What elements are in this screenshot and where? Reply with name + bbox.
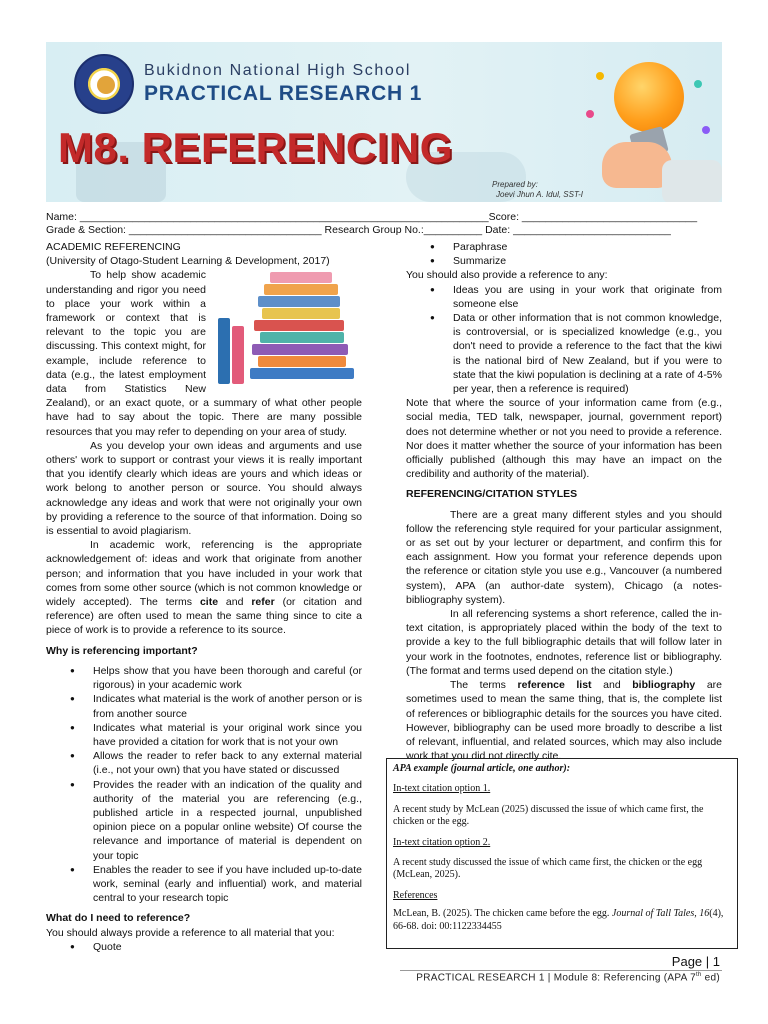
book-shape	[262, 308, 340, 319]
text-span: and	[591, 679, 633, 692]
paragraph	[46, 538, 362, 637]
subheading: What do I need to reference?	[46, 912, 191, 925]
footer-title: PRACTICAL RESEARCH 1 | Module 8: Referencing (APA 7	[416, 972, 696, 984]
subheading: REFERENCING/CITATION STYLES	[406, 488, 578, 501]
section-source: (University of Otago-Student Learning & Development, 2017)	[46, 255, 330, 268]
subheading: Why is referencing important?	[46, 644, 198, 657]
school-seal-logo	[74, 54, 134, 114]
book-shape	[258, 296, 340, 307]
paragraph: You should always provide a reference to all material that you:	[46, 926, 335, 939]
paragraph: In all referencing systems a short reference, called the in-text citation, is appropriately placed within the body of the text to provide a key to the full bibliographic details that will follow later in your work in the footnotes, endnotes, reference list or bibliography. (The format and terms used depend on the citation style.)	[406, 608, 722, 677]
footer-text	[416, 972, 720, 983]
left-column	[46, 240, 362, 954]
book-shape	[252, 344, 348, 355]
module-banner	[46, 42, 722, 202]
spark-icon	[586, 110, 594, 118]
info-line-grade	[46, 224, 722, 237]
bullet-list	[46, 664, 362, 905]
school-name: Bukidnon National High School	[144, 62, 411, 79]
text-span: (or citation and reference) are often used to mean the same thing since to cite a piece of work is to provide a reference to its source.	[46, 596, 363, 637]
reference-journal: Journal of Tall Tales, 16	[611, 908, 710, 920]
seal-emblem	[97, 76, 115, 94]
apa-reference-entry	[393, 908, 731, 933]
list-item: ● Enables the reader to see if you have included up-to-date work, seminal (early and influential) work, and material central to your research topic	[46, 863, 362, 906]
spark-icon	[694, 80, 702, 88]
paragraph	[406, 678, 722, 763]
apa-title: APA example (journal article, one author):	[393, 763, 571, 774]
text-span: In academic work, referencing is the appropriate acknowledgement of: ideas and work that originate from another person; and information that you have included in your work that comes from some other source (which is not common knowledge or widely accepted). The terms	[46, 539, 362, 609]
bullet-list	[406, 240, 722, 268]
subject-title: PRACTICAL RESEARCH 1	[144, 82, 423, 105]
list-item: ● Quote	[46, 940, 362, 954]
name-label: Name:	[46, 211, 77, 223]
spark-icon	[702, 126, 710, 134]
grade-label: Grade & Section:	[46, 224, 126, 236]
score-label: Score:	[488, 211, 519, 223]
name-field[interactable]: ______________________________________________________________________	[79, 211, 489, 223]
paragraph: There are a great many different styles and you should follow the referencing style required for your particular assignment, or as set out by your lecturer or department, and confirm this for each assignment. How you format your reference depends upon the reference or citation style you use e.g., Vancouver (a numbered system), APA (an author-date system), Chicago (a notes-bibliography system).	[406, 508, 722, 606]
list-item: ● Summarize	[406, 254, 722, 268]
term-cite: cite	[199, 596, 219, 609]
score-field[interactable]: ______________________________	[521, 211, 698, 223]
prepared-by-label: Prepared by:	[492, 180, 538, 189]
apa-references-label: References	[393, 889, 438, 901]
date-field[interactable]: ___________________________	[513, 224, 671, 236]
list-item: ● Paraphrase	[406, 240, 722, 254]
bullet-list	[406, 283, 722, 397]
footer-superscript: th	[695, 972, 702, 978]
books-stack-illustration	[212, 270, 362, 386]
paragraph: Note that where the source of your information came from (e.g., social media, TED talk, newspaper, journal, government report) does not determine whether or not you need to provide a reference. Nor does it matter whether the source of your information has been officially published (although this may have an impact on the credibility and authority of the material).	[406, 397, 722, 481]
text-span: are sometimes used to mean the same thing, that is, the complete list of references or bibliographic details for the sources you have cited. However, bibliography can be used more broadly to describe a list of relevant, influential, and related sources, which may also include work that you did not directly cite.	[406, 679, 723, 763]
group-label: Research Group No.:	[324, 224, 424, 236]
group-field[interactable]: __________	[423, 224, 483, 236]
footer-divider	[400, 970, 722, 971]
book-shape	[250, 368, 354, 379]
bullet-list	[46, 940, 362, 954]
book-shape	[218, 318, 230, 384]
footer-suffix: ed)	[701, 972, 720, 984]
grade-field[interactable]: _________________________________	[128, 224, 322, 236]
module-title: M8. REFERENCING	[58, 124, 453, 171]
right-column	[406, 240, 722, 763]
paragraph: To help show academic understanding and rigor you need to place your work within a framework or context that is relevant to the topic you are discussing. This context might, for example, include reference to data (e.g., the latest employment data from Statistics New Zealand), or an exact quote, or a summary of what other people have had to say about the topic. There are many possible resources that you may refer to depending on your area of study.	[46, 269, 362, 438]
text-span: The terms	[450, 679, 518, 692]
lightbulb-icon	[614, 62, 684, 132]
prepared-by-name: Joevi Jhun A. Idul, SST-I	[496, 190, 584, 199]
date-label: Date:	[485, 224, 511, 236]
apa-option1-label: In-text citation option 1.	[393, 783, 491, 795]
book-shape	[232, 326, 244, 384]
apa-option2-text: A recent study discussed the issue of which came first, the chicken or the egg (McLean, 2025).	[393, 857, 703, 881]
book-shape	[254, 320, 344, 331]
apa-option2-label: In-text citation option 2.	[393, 836, 491, 848]
page-number: Page | 1	[671, 954, 720, 969]
paragraph: As you develop your own ideas and arguments and use others' work to support or contrast your views it is really important that you identify clearly which ideas are yours and which ideas or work belong to another person or source. You should always acknowledge any ideas and work that were not originally your own by providing a reference to the source of that information. Doing so is essential to avoid plagiarism.	[46, 439, 362, 538]
list-item: ● Helps show that you have been thorough and careful (or rigorous) in your academic work	[46, 664, 362, 692]
reference-text: (4), 66-68. doi: 00:1122334455	[393, 908, 724, 932]
list-item: ● Indicates what material is the work of another person or is from another source	[46, 692, 362, 720]
paragraph: You should also provide a reference to any:	[406, 269, 608, 282]
apa-option1-text: A recent study by McLean (2025) discussed the issue of which came first, the chicken or the egg.	[393, 803, 704, 828]
prepared-by	[492, 180, 583, 200]
term-refer: refer	[251, 596, 275, 609]
text-span: and	[218, 596, 252, 609]
list-item: ● Ideas you are using in your work that originate from someone else	[406, 283, 722, 311]
spark-icon	[596, 72, 604, 80]
book-shape	[270, 272, 332, 283]
term-bibliography: bibliography	[632, 679, 696, 692]
book-shape	[264, 284, 338, 295]
reference-text: McLean, B. (2025). The chicken came before the egg.	[393, 908, 612, 920]
term-reference-list: reference list	[517, 679, 592, 692]
list-item: ● Data or other information that is not common knowledge, is controversial, or is specialized knowledge (e.g., you don't need to provide a reference to the fact that the kiwi is the national bird of New Zealand, but if you were to state that the kiwi population is declining at a rate of 4-5% per year, then a reference is required)	[406, 311, 722, 396]
section-heading: ACADEMIC REFERENCING	[46, 241, 181, 253]
book-shape	[260, 332, 344, 343]
lightbulb-hand-illustration	[566, 50, 716, 200]
list-item: ● Allows the reader to refer back to any external material (i.e., not your own) that you have stated or discussed	[46, 749, 362, 777]
list-item: ● Provides the reader with an indication of the quality and authority of the material you are referencing (e.g., published article in a respected journal, unpublished opinion piece on a popular online website) Of course the relevance and importance of material is dependent on your topic	[46, 778, 362, 863]
info-line-name	[46, 211, 722, 224]
apa-example-box	[386, 758, 738, 949]
book-shape	[258, 356, 346, 367]
sleeve-shape	[662, 160, 722, 202]
list-item: ● Indicates what material is your original work since you have provided a citation for work that is not your own	[46, 721, 362, 749]
